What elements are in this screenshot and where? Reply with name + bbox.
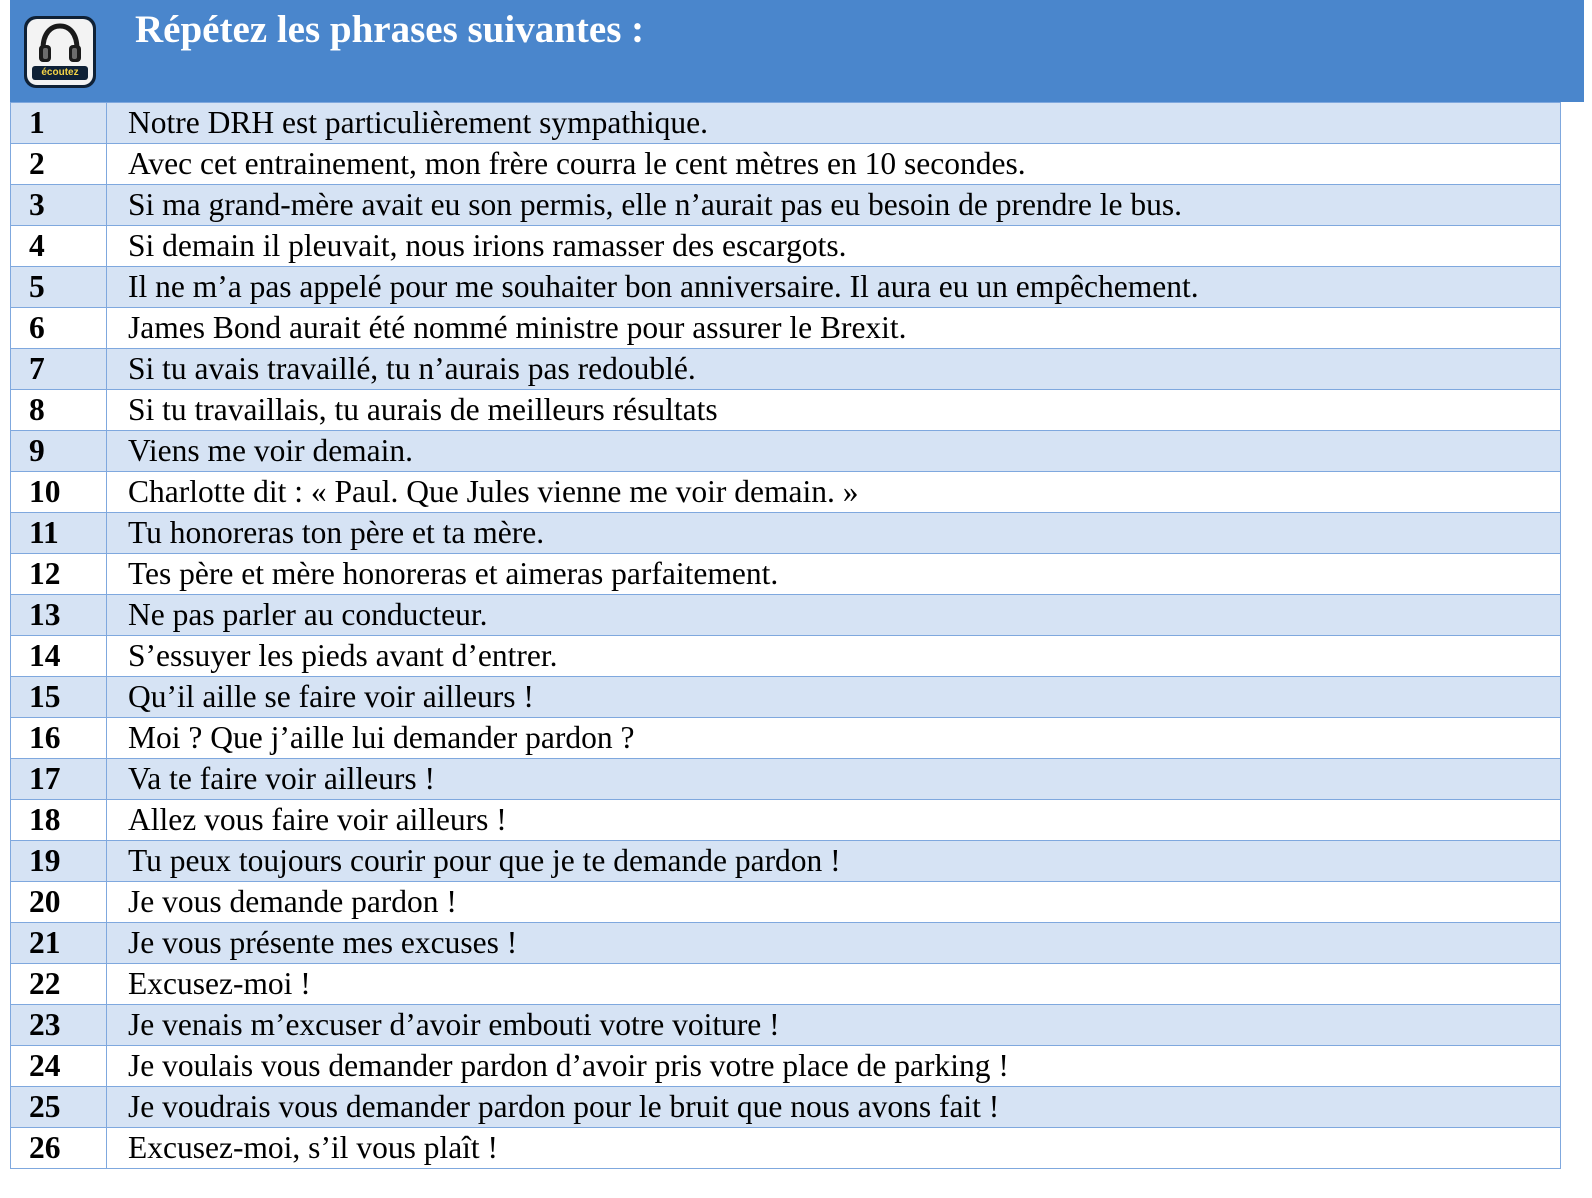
row-number: 11 — [11, 513, 107, 554]
phrase-text: James Bond aurait été nommé ministre pour assurer le Brexit. — [107, 308, 1561, 349]
table-row — [11, 636, 1561, 677]
listen-label: écoutez — [32, 66, 88, 80]
row-number: 3 — [11, 185, 107, 226]
row-number: 9 — [11, 431, 107, 472]
phrase-text: Je vous présente mes excuses ! — [107, 923, 1561, 964]
table-row — [11, 308, 1561, 349]
row-number: 14 — [11, 636, 107, 677]
table-row — [11, 185, 1561, 226]
phrase-text: Moi ? Que j’aille lui demander pardon ? — [107, 718, 1561, 759]
table-row — [11, 390, 1561, 431]
row-number: 25 — [11, 1087, 107, 1128]
row-number: 6 — [11, 308, 107, 349]
phrase-text: Allez vous faire voir ailleurs ! — [107, 800, 1561, 841]
table-row — [11, 923, 1561, 964]
row-number: 16 — [11, 718, 107, 759]
table-row — [11, 1128, 1561, 1169]
phrase-text: Qu’il aille se faire voir ailleurs ! — [107, 677, 1561, 718]
row-number: 13 — [11, 595, 107, 636]
row-number: 15 — [11, 677, 107, 718]
phrase-text: Il ne m’a pas appelé pour me souhaiter bon anniversaire. Il aura eu un empêchement. — [107, 267, 1561, 308]
table-row — [11, 513, 1561, 554]
phrase-text: Charlotte dit : « Paul. Que Jules vienne me voir demain. » — [107, 472, 1561, 513]
row-number: 8 — [11, 390, 107, 431]
table-row — [11, 800, 1561, 841]
page-title: Répétez les phrases suivantes : — [135, 8, 645, 51]
table-row — [11, 472, 1561, 513]
row-number: 7 — [11, 349, 107, 390]
row-number: 17 — [11, 759, 107, 800]
row-number: 26 — [11, 1128, 107, 1169]
phrase-text: Va te faire voir ailleurs ! — [107, 759, 1561, 800]
phrase-text: Si ma grand-mère avait eu son permis, elle n’aurait pas eu besoin de prendre le bus. — [107, 185, 1561, 226]
row-number: 18 — [11, 800, 107, 841]
table-row — [11, 882, 1561, 923]
phrase-table — [10, 102, 1561, 1169]
phrase-text: Ne pas parler au conducteur. — [107, 595, 1561, 636]
phrase-text: Excusez-moi, s’il vous plaît ! — [107, 1128, 1561, 1169]
exercise-sheet — [10, 0, 1584, 1169]
phrase-text: Tu peux toujours courir pour que je te demande pardon ! — [107, 841, 1561, 882]
phrase-text: Je venais m’excuser d’avoir embouti votre voiture ! — [107, 1005, 1561, 1046]
phrase-text: Je vous demande pardon ! — [107, 882, 1561, 923]
table-row — [11, 677, 1561, 718]
phrase-text: Notre DRH est particulièrement sympathique. — [107, 103, 1561, 144]
phrase-text: Je voulais vous demander pardon d’avoir pris votre place de parking ! — [107, 1046, 1561, 1087]
table-row — [11, 431, 1561, 472]
row-number: 10 — [11, 472, 107, 513]
row-number: 22 — [11, 964, 107, 1005]
row-number: 12 — [11, 554, 107, 595]
phrase-text: Je voudrais vous demander pardon pour le bruit que nous avons fait ! — [107, 1087, 1561, 1128]
header-bar — [10, 0, 1584, 102]
row-number: 5 — [11, 267, 107, 308]
row-number: 19 — [11, 841, 107, 882]
phrase-text: Viens me voir demain. — [107, 431, 1561, 472]
phrase-text: Si tu travaillais, tu aurais de meilleurs résultats — [107, 390, 1561, 431]
table-row — [11, 841, 1561, 882]
phrase-text: Excusez-moi ! — [107, 964, 1561, 1005]
row-number: 24 — [11, 1046, 107, 1087]
table-row — [11, 964, 1561, 1005]
row-number: 23 — [11, 1005, 107, 1046]
table-row — [11, 103, 1561, 144]
listen-button-face — [27, 19, 93, 85]
listen-button[interactable] — [24, 16, 96, 88]
phrase-text: Tu honoreras ton père et ta mère. — [107, 513, 1561, 554]
table-row — [11, 718, 1561, 759]
phrase-text: Avec cet entrainement, mon frère courra le cent mètres en 10 secondes. — [107, 144, 1561, 185]
table-row — [11, 1087, 1561, 1128]
row-number: 1 — [11, 103, 107, 144]
row-number: 21 — [11, 923, 107, 964]
table-row — [11, 554, 1561, 595]
table-row — [11, 759, 1561, 800]
table-row — [11, 595, 1561, 636]
table-row — [11, 267, 1561, 308]
row-number: 2 — [11, 144, 107, 185]
headphones-icon — [37, 23, 83, 65]
table-row — [11, 349, 1561, 390]
table-row — [11, 226, 1561, 267]
phrase-text: Si tu avais travaillé, tu n’aurais pas redoublé. — [107, 349, 1561, 390]
table-row — [11, 1005, 1561, 1046]
row-number: 4 — [11, 226, 107, 267]
phrase-text: S’essuyer les pieds avant d’entrer. — [107, 636, 1561, 677]
phrase-text: Si demain il pleuvait, nous irions ramasser des escargots. — [107, 226, 1561, 267]
row-number: 20 — [11, 882, 107, 923]
table-row — [11, 144, 1561, 185]
phrase-text: Tes père et mère honoreras et aimeras parfaitement. — [107, 554, 1561, 595]
table-row — [11, 1046, 1561, 1087]
